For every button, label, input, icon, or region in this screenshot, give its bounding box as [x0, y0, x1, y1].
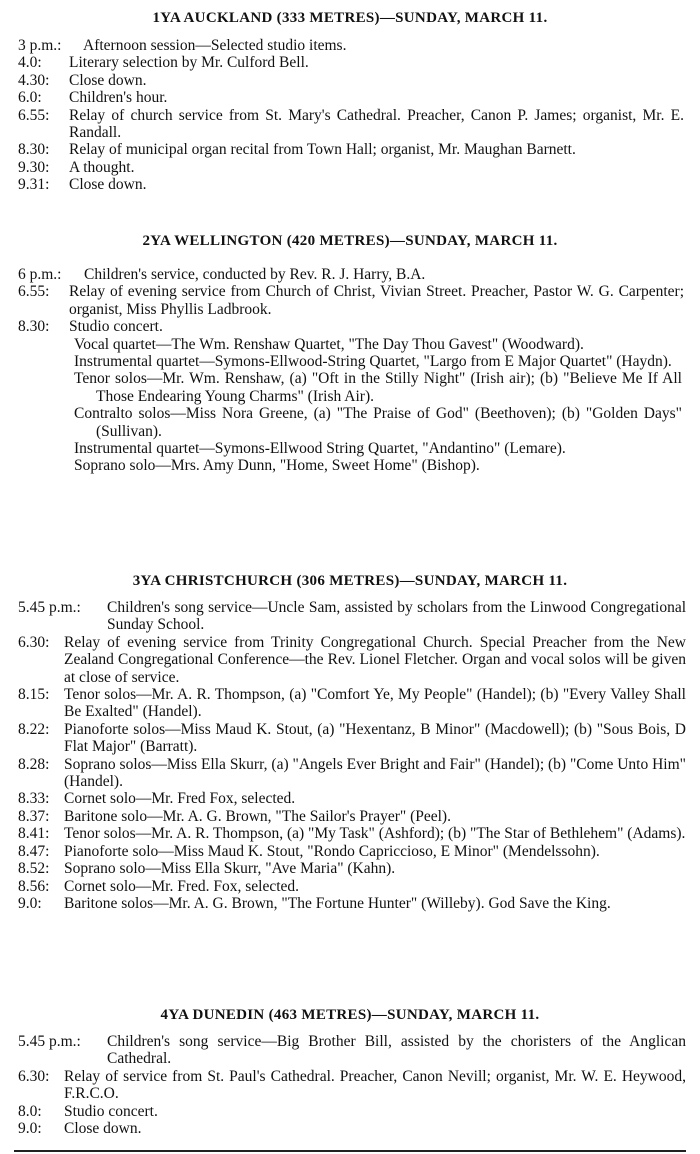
entry-time: 8.33:	[18, 790, 50, 808]
entry-text: Close down.	[64, 1120, 142, 1138]
program-entry	[0, 37, 700, 54]
program-entry	[0, 72, 700, 89]
entry-time: 9.0:	[18, 1120, 42, 1138]
entry-text: Tenor solos—Mr. A. R. Thompson, (a) "My Task" (Ashford); (b) "The Star of Bethlehem" (Adams).	[64, 825, 686, 843]
section-heading: 2YA WELLINGTON (420 METRES)—SUNDAY, MARCH 11.	[142, 233, 558, 249]
program-entry	[0, 107, 700, 142]
program-entry	[0, 1120, 700, 1137]
entry-time: 8.0:	[18, 1102, 42, 1120]
entry-text: Relay of church service from St. Mary's Cathedral. Preacher, Canon P. James; organist, Mr. E. Randall.	[69, 106, 684, 142]
entry-time: 5.45 p.m.:	[18, 599, 81, 616]
program-entry	[0, 89, 700, 106]
bottom-rule	[14, 1150, 686, 1152]
program-entry	[0, 878, 700, 895]
entry-text: Cornet solo—Mr. Fred Fox, selected.	[64, 790, 296, 808]
entry-time: 8.15:	[18, 686, 50, 704]
entry-time: 9.31:	[18, 176, 50, 194]
entry-time: 8.41:	[18, 825, 50, 843]
entry-text: Baritone solos—Mr. A. G. Brown, "The Fortune Hunter" (Willeby). God Save the King.	[64, 894, 611, 912]
section-heading: 1YA AUCKLAND (333 METRES)—SUNDAY, MARCH 11.	[152, 10, 548, 26]
program-entry	[0, 686, 700, 721]
program-entry	[0, 756, 700, 791]
concert-item: Soprano solo—Mrs. Amy Dunn, "Home, Sweet Home" (Bishop).	[74, 457, 480, 475]
entry-text: Afternoon session—Selected studio items.	[83, 37, 347, 54]
program-entry	[0, 790, 700, 807]
entry-text: Studio concert.	[69, 318, 163, 336]
entry-text: Close down.	[69, 71, 147, 89]
entry-text: Relay of evening service from Trinity Congregational Church. Special Preacher from the New Zealand Congregational Conference—the Rev. Lionel Fletcher. Organ and vocal solos will be given at close of service.	[64, 633, 686, 686]
program-entry	[0, 159, 700, 176]
entry-text: Relay of service from St. Paul's Cathedral. Preacher, Canon Nevill; organist, Mr. W. E. Heywood, F.R.C.O.	[64, 1067, 686, 1103]
entry-time: 8.30:	[18, 141, 50, 159]
section-dunedin	[0, 1004, 700, 1137]
program-entry	[0, 599, 700, 634]
section-christchurch	[0, 570, 700, 912]
program-entry	[0, 283, 700, 318]
entry-text: Children's service, conducted by Rev. R. J. Harry, B.A.	[84, 266, 426, 283]
program-entry	[0, 318, 700, 335]
entry-time: 8.56:	[18, 877, 50, 895]
entry-text: Baritone solo—Mr. A. G. Brown, "The Sailor's Prayer" (Peel).	[64, 807, 451, 825]
section-auckland	[0, 7, 700, 194]
section-heading: 4YA DUNEDIN (463 METRES)—SUNDAY, MARCH 11.	[160, 1007, 540, 1023]
entry-time: 3 p.m.:	[18, 37, 62, 54]
program-entry	[0, 1068, 700, 1103]
entry-text: Children's song service—Big Brother Bill, assisted by the choristers of the Anglican Cathedral.	[107, 1033, 686, 1068]
entry-time: 4.30:	[18, 71, 50, 89]
entry-text: Soprano solo—Miss Ella Skurr, "Ave Maria" (Kahn).	[64, 860, 396, 878]
program-entry	[0, 843, 700, 860]
program-entry	[0, 895, 700, 912]
entry-text: Pianoforte solos—Miss Maud K. Stout, (a) "Hexentanz, B Minor" (Macdowell); (b) "Sous Bois, D Flat Major" (Barratt).	[64, 720, 686, 756]
program-entry	[0, 808, 700, 825]
entry-time: 6.0:	[18, 89, 42, 107]
program-entry	[0, 176, 700, 193]
entry-text: Relay of evening service from Church of Christ, Vivian Street. Preacher, Pastor W. G. Carpenter; organist, Miss Phyllis Ladbrook.	[69, 283, 684, 318]
entry-text: Children's song service—Uncle Sam, assisted by scholars from the Linwood Congregational Sunday School.	[107, 599, 686, 634]
entry-text: Pianoforte solo—Miss Maud K. Stout, "Rondo Capriccioso, E Minor" (Mendelssohn).	[64, 842, 600, 860]
entry-time: 8.52:	[18, 860, 50, 878]
program-entry	[0, 54, 700, 71]
concert-item: Contralto solos—Miss Nora Greene, (a) "The Praise of God" (Beethoven); (b) "Golden Days" (Sullivan).	[74, 405, 682, 440]
program-entry	[0, 1033, 700, 1068]
program-entry	[0, 860, 700, 877]
concert-item: Tenor solos—Mr. Wm. Renshaw, (a) "Oft in the Stilly Night" (Irish air); (b) "Believe Me If All Those Endearing Young Charms" (Irish Air).	[74, 370, 682, 405]
entry-text: Tenor solos—Mr. A. R. Thompson, (a) "Comfort Ye, My People" (Handel); (b) "Every Valley Shall Be Exalted" (Handel).	[64, 686, 686, 721]
entry-time: 6.55:	[18, 283, 50, 301]
entry-text: A thought.	[69, 158, 135, 176]
program-entry	[0, 1103, 700, 1120]
entry-text: Soprano solos—Miss Ella Skurr, (a) "Angels Ever Bright and Fair" (Handel); (b) "Come Unto Him" (Handel).	[64, 755, 686, 791]
entry-time: 6.55:	[18, 106, 50, 124]
entry-time: 9.30:	[18, 158, 50, 176]
entry-time: 8.28:	[18, 755, 50, 773]
entry-text: Children's hour.	[69, 89, 168, 107]
entry-time: 6 p.m.:	[18, 266, 62, 283]
program-entry	[0, 266, 700, 283]
section-heading: 3YA CHRISTCHURCH (306 METRES)—SUNDAY, MARCH 11.	[132, 573, 568, 589]
entry-time: 5.45 p.m.:	[18, 1033, 81, 1050]
entry-time: 8.22:	[18, 720, 50, 738]
program-entry	[0, 825, 700, 842]
entry-time: 9.0:	[18, 894, 42, 912]
concert-item: Instrumental quartet—Symons-Ellwood String Quartet, "Andantino" (Lemare).	[74, 440, 566, 458]
program-entry	[0, 141, 700, 158]
entry-time: 8.47:	[18, 842, 50, 860]
entry-time: 6.30:	[18, 1067, 50, 1085]
program-entry	[0, 721, 700, 756]
entry-text: Studio concert.	[64, 1102, 158, 1120]
entry-text: Cornet solo—Mr. Fred. Fox, selected.	[64, 877, 300, 895]
entry-text: Relay of municipal organ recital from Town Hall; organist, Mr. Maughan Barnett.	[69, 141, 576, 159]
program-entry	[0, 634, 700, 686]
entry-time: 6.30:	[18, 633, 50, 651]
entry-time: 4.0:	[18, 54, 42, 72]
section-wellington	[0, 230, 700, 475]
concert-item: Instrumental quartet—Symons-Ellwood-String Quartet, "Largo from E Major Quartet" (Haydn).	[74, 353, 672, 371]
entry-time: 8.37:	[18, 807, 50, 825]
entry-time: 8.30:	[18, 318, 50, 336]
entry-text: Literary selection by Mr. Culford Bell.	[69, 54, 309, 72]
concert-item: Vocal quartet—The Wm. Renshaw Quartet, "The Day Thou Gavest" (Woodward).	[74, 335, 584, 353]
entry-text: Close down.	[69, 176, 147, 194]
